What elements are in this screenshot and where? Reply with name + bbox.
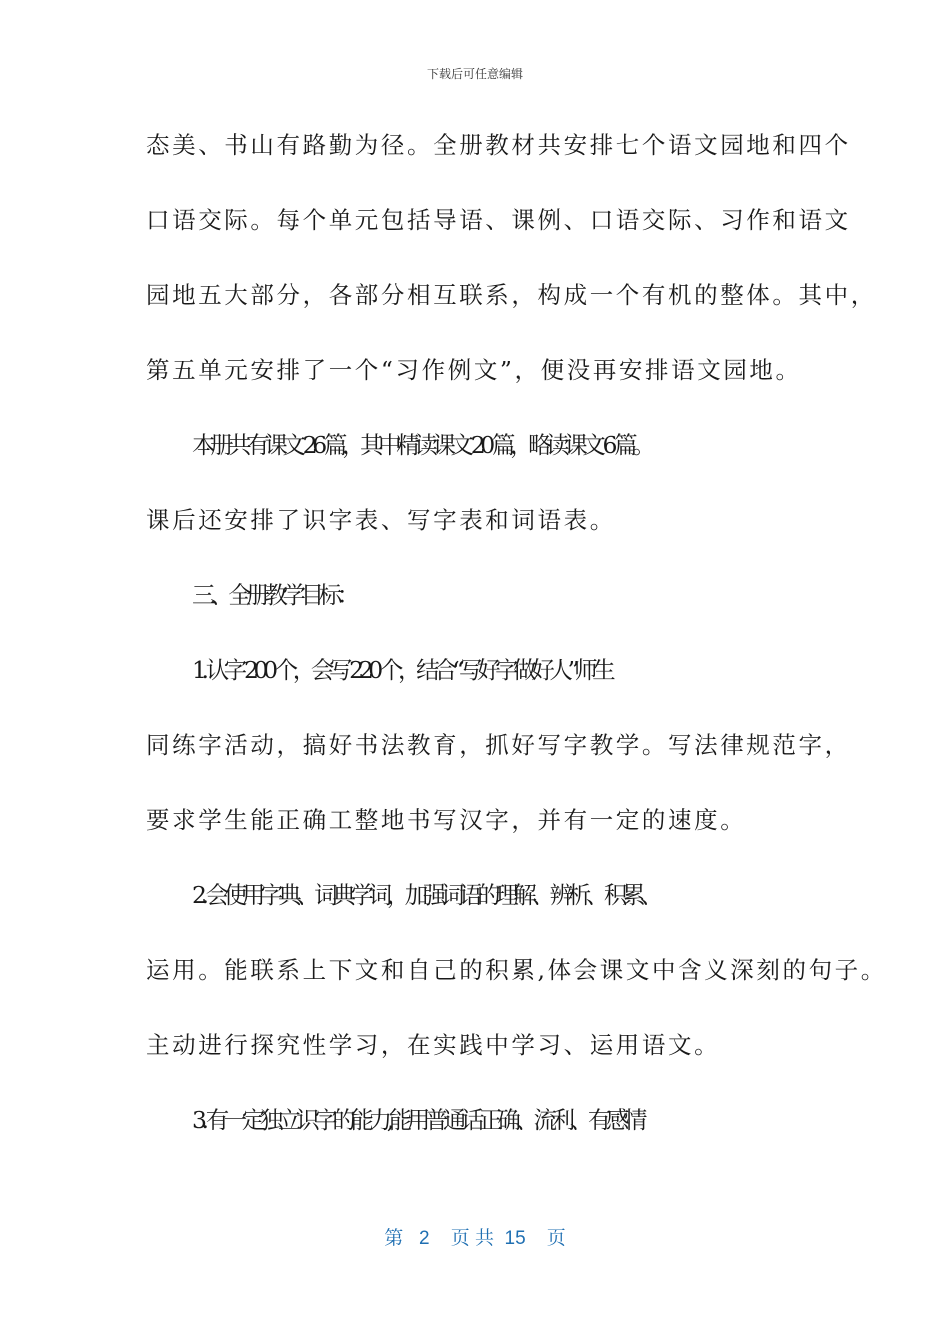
text-line: 要求学生能正确工整地书写汉字，并有一定的速度。 bbox=[146, 806, 747, 834]
text-line: 同练字活动，搞好书法教育，抓好写字教学。写法律规范字， bbox=[146, 731, 851, 759]
text-line: 第五单元安排了一个“习作例文”，便没再安排语文园地。 bbox=[146, 356, 802, 384]
text-line: 2. 会使用字典、词典学词，加强词语的理解、辨析、积累、 bbox=[192, 881, 659, 909]
text-line: 3. 有一定独立识字的能力,能用普通话正确、流利、有感情 bbox=[192, 1106, 643, 1134]
text-line: 1. 认字 200 个，会写 220 个，结合“写好字做好人”师生 bbox=[192, 656, 611, 684]
text-line: 态美、书山有路勤为径。全册教材共安排七个语文园地和四个 bbox=[146, 131, 851, 159]
text-line: 口语交际。每个单元包括导语、课例、口语交际、习作和语文 bbox=[146, 206, 851, 234]
text-line: 课后还安排了识字表、写字表和词语表。 bbox=[146, 506, 616, 534]
text-line: 主动进行探究性学习，在实践中学习、运用语文。 bbox=[146, 1031, 721, 1059]
text-line: 运用。能联系上下文和自己的积累,体会课文中含义深刻的句子。 bbox=[146, 956, 887, 984]
text-line: 园地五大部分，各部分相互联系，构成一个有机的整体。其中， bbox=[146, 281, 877, 309]
text-line: 本册共有课文 26 篇，其中精读课文 20 篇，略读课文 6 篇。 bbox=[192, 431, 651, 459]
page-number-footer: 第 2 页 共 15 页 bbox=[384, 1228, 566, 1249]
page-header-note: 下载后可任意编辑 bbox=[426, 67, 523, 81]
section-heading: 三、全册教学目标： bbox=[192, 581, 355, 609]
